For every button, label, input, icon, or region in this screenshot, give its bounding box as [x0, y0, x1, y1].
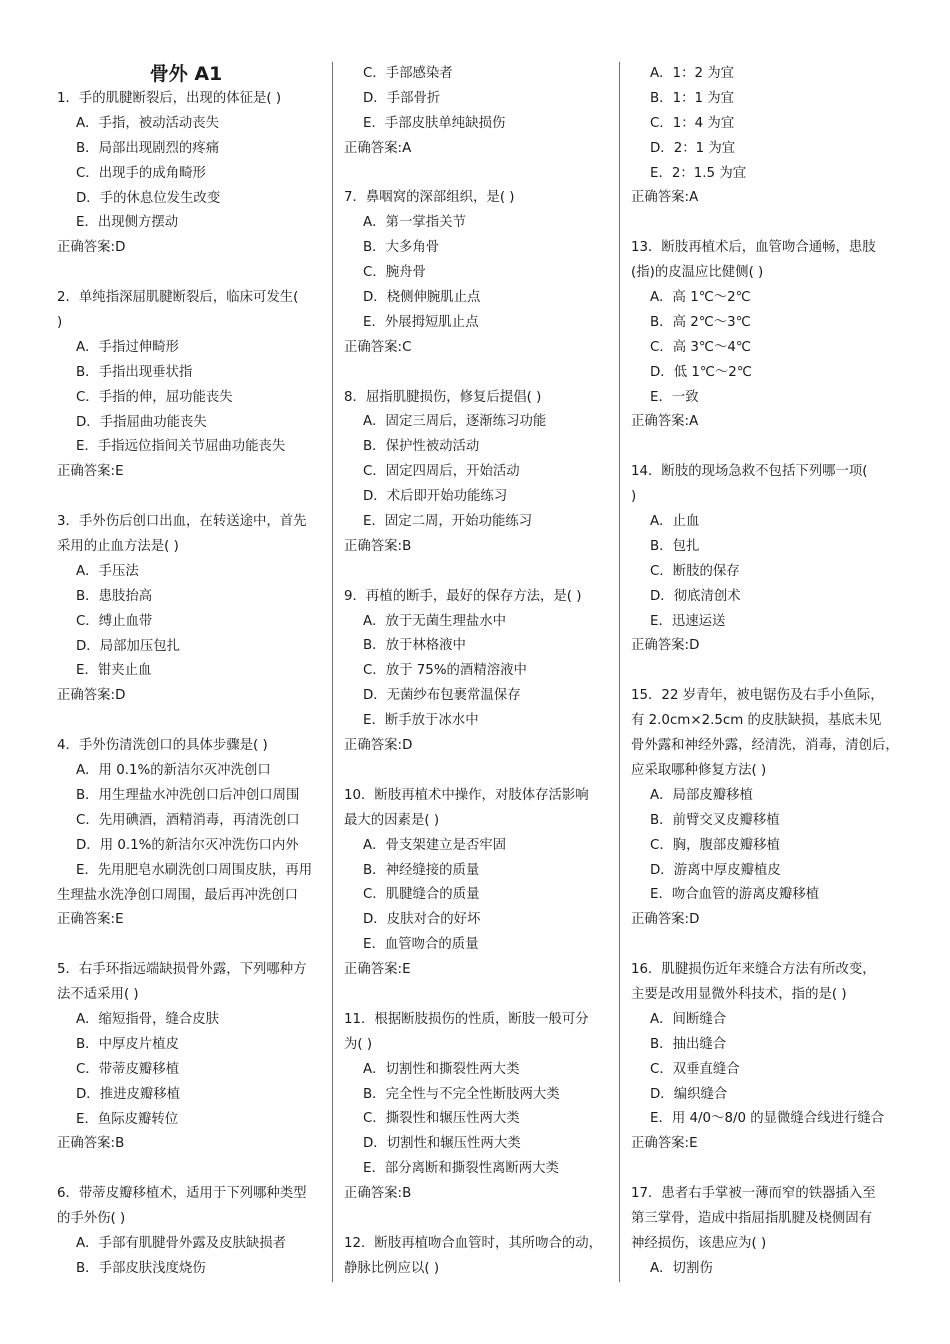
answer-option: E．鱼际皮瓣转位 [76, 1111, 179, 1127]
column-3 [631, 62, 899, 1282]
correct-answer: 正确答案:A [631, 414, 699, 430]
correct-answer: 正确答案:E [57, 912, 124, 928]
question-text: 6．带蒂皮瓣移植术，适用于下列哪种类型 [57, 1186, 307, 1202]
answer-option: C．肌腱缝合的质量 [363, 887, 480, 903]
answer-option: B．局部出现剧烈的疼痛 [76, 140, 220, 156]
answer-option: A．间断缝合 [650, 1011, 727, 1027]
column-2 [344, 62, 612, 1282]
correct-answer: 正确答案:A [631, 190, 699, 206]
answer-option: E．手指远位指间关节屈曲功能丧失 [76, 439, 286, 455]
answer-option: C．带蒂皮瓣移植 [76, 1061, 180, 1077]
question-text: 的手外伤( ) [57, 1211, 126, 1227]
spacer [344, 361, 612, 386]
answer-option: C．放于 75%的酒精溶液中 [363, 663, 527, 679]
answer-option: B．放于林格液中 [363, 638, 466, 654]
answer-option: D．无菌纱布包裹常温保存 [363, 688, 521, 704]
question-text: 骨外露和神经外露，经清洗，消毒，清创后， [631, 738, 899, 754]
question-text: 12．断肢再植吻合血管时，其所吻合的动， [344, 1235, 603, 1251]
spacer [344, 162, 612, 187]
question-text: 最大的因素是( ) [344, 812, 440, 828]
question-text: 9．再植的断手，最好的保存方法，是( ) [344, 588, 582, 604]
correct-answer: 正确答案:D [344, 738, 413, 754]
answer-option: E．断手放于冰水中 [363, 713, 479, 729]
spacer [631, 1157, 899, 1182]
question-text: 11．根据断肢损伤的性质，断肢一般可分 [344, 1011, 589, 1027]
question-text: 静脉比例应以( ) [344, 1260, 440, 1276]
answer-option: D．桡侧伸腕肌止点 [363, 290, 481, 306]
answer-option: D．用 0.1%的新洁尔灭冲洗伤口内外 [76, 837, 299, 853]
answer-option: A．手指，被动活动丧失 [76, 115, 220, 131]
correct-answer: 正确答案:A [344, 140, 412, 156]
question-text: 第三掌骨，造成中指屈指肌腱及桡侧固有 [631, 1210, 873, 1226]
answer-option: A．固定三周后，逐渐练习功能 [363, 414, 547, 430]
answer-option: D．手的休息位发生改变 [76, 190, 221, 206]
answer-option: A．第一掌指关节 [363, 215, 466, 231]
answer-option: B．用生理盐水冲洗创口后冲创口周围 [76, 787, 300, 803]
correct-answer: 正确答案:D [57, 688, 126, 704]
answer-option: D．编织缝合 [650, 1086, 728, 1102]
answer-option: A．止血 [650, 514, 700, 530]
answer-option: A．用 0.1%的新洁尔灭冲洗创口 [76, 763, 271, 779]
question-text: 16．肌腱损伤近年来缝合方法有所改变， [631, 962, 876, 978]
spacer [631, 435, 899, 460]
answer-option: E．固定二周，开始功能练习 [363, 514, 533, 530]
question-text: 5．右手环指远端缺损骨外露，下列哪种方 [57, 962, 307, 978]
correct-answer: 正确答案:E [57, 464, 124, 480]
answer-option: A．缩短指骨，缝合皮肤 [76, 1011, 220, 1027]
answer-option: B．1：1 为宜 [650, 90, 735, 106]
correct-answer: 正确答案:B [344, 538, 412, 554]
question-text: 10．断肢再植术中操作，对肢体存活影响 [344, 787, 589, 803]
spacer [631, 933, 899, 958]
answer-option: A．切割伤 [650, 1260, 713, 1276]
answer-option: B．高 2℃～3℃ [650, 314, 751, 330]
answer-option: D．局部加压包扎 [76, 638, 181, 654]
question-text: 14．断肢的现场急救不包括下列哪一项( [631, 464, 868, 480]
answer-option: E．手部皮肤单纯缺损伤 [363, 115, 506, 131]
answer-option: C．手部感染者 [363, 66, 453, 81]
answer-option: C．先用碘酒，酒精消毒，再清洗创口 [76, 812, 300, 828]
question-text: 15．22 岁青年，被电锯伤及右手小鱼际， [631, 688, 884, 704]
question-text: 神经损伤，该患应为( ) [631, 1235, 767, 1251]
answer-option: D．皮肤对合的好坏 [363, 912, 481, 928]
answer-option: C．缚止血带 [76, 613, 153, 629]
answer-option: C．出现手的成角畸形 [76, 165, 206, 181]
answer-option: B．中厚皮片植皮 [76, 1036, 179, 1052]
answer-option: D．手指屈曲功能丧失 [76, 414, 207, 430]
spacer [57, 1157, 325, 1182]
question-text: 法不适采用( ) [57, 987, 139, 1003]
correct-answer: 正确答案:E [344, 962, 411, 978]
spacer [344, 560, 612, 585]
answer-option: D．2：1 为宜 [650, 140, 736, 156]
correct-answer: 正确答案:B [344, 1186, 412, 1202]
question-text: 8．屈指肌腱损伤，修复后提倡( ) [344, 389, 542, 405]
answer-option: B．神经缝接的质量 [363, 862, 480, 878]
spacer [344, 759, 612, 784]
answer-option: A．切割性和撕裂性两大类 [363, 1061, 520, 1077]
answer-option: E．出现侧方摆动 [76, 215, 179, 231]
answer-option: D．切割性和辗压性两大类 [363, 1136, 521, 1152]
spacer [344, 1207, 612, 1232]
answer-option: C．撕裂性和辗压性两大类 [363, 1111, 520, 1127]
answer-option: D．低 1℃～2℃ [650, 364, 752, 380]
answer-option: E．一致 [650, 389, 699, 405]
correct-answer: 正确答案:D [57, 240, 126, 256]
answer-option: D．彻底清创术 [650, 588, 741, 604]
correct-answer: 正确答案:C [344, 339, 412, 355]
answer-option: A．手压法 [76, 563, 139, 579]
column-1 [57, 62, 325, 1282]
column-divider [332, 62, 333, 1282]
answer-option: B．手部皮肤浅度烧伤 [76, 1260, 206, 1276]
answer-option: A．1：2 为宜 [650, 66, 735, 81]
question-text: 有 2.0cm×2.5cm 的皮肤缺损，基底未见 [631, 713, 882, 729]
spacer [57, 933, 325, 958]
answer-option: B．抽出缝合 [650, 1036, 727, 1052]
answer-option: E．部分离断和撕裂性离断两大类 [363, 1161, 559, 1177]
spacer [57, 709, 325, 734]
answer-option: E．用 4/0～8/0 的显微缝合线进行缝合 [650, 1111, 885, 1127]
answer-option: E．钳夹止血 [76, 663, 152, 679]
answer-option: E．迅速运送 [650, 613, 726, 629]
answer-option: A．局部皮瓣移植 [650, 787, 753, 803]
spacer [631, 659, 899, 684]
answer-option: D．术后即开始功能练习 [363, 489, 508, 505]
answer-option: A．手指过伸畸形 [76, 339, 179, 355]
answer-option: B．患肢抬高 [76, 588, 153, 604]
answer-option: A．高 1℃～2℃ [650, 290, 751, 306]
page-title: 骨外 A1 [149, 63, 223, 85]
question-text: 2．单纯指深屈肌腱断裂后，临床可发生( [57, 290, 299, 306]
column-divider [619, 62, 620, 1282]
answer-option: E．血管吻合的质量 [363, 937, 479, 953]
answer-option: B．保护性被动活动 [363, 439, 480, 455]
spacer [57, 485, 325, 510]
question-text: 1．手的肌腱断裂后，出现的体征是( ) [57, 91, 282, 106]
question-text: 采用的止血方法是( ) [57, 539, 179, 555]
answer-option: B．包扎 [650, 538, 700, 554]
question-text: 17．患者右手掌被一薄而窄的铁器插入至 [631, 1186, 876, 1202]
answer-option: C．腕舟骨 [363, 265, 426, 281]
answer-option: C．胸，腹部皮瓣移植 [650, 837, 780, 853]
answer-option: D．手部骨折 [363, 90, 441, 106]
correct-answer: 正确答案:D [631, 912, 700, 928]
spacer [57, 261, 325, 286]
answer-option: A．骨支架建立是否牢固 [363, 837, 507, 853]
answer-option: C．双垂直缝合 [650, 1061, 740, 1077]
answer-option: D．游离中厚皮瓣植皮 [650, 862, 781, 878]
spacer [631, 211, 899, 236]
answer-option: A．放于无菌生理盐水中 [363, 613, 507, 629]
answer-option: B．手指出现垂状指 [76, 364, 193, 380]
answer-option: B．前臂交叉皮瓣移植 [650, 812, 780, 828]
question-text: 为( ) [344, 1036, 373, 1052]
question-text: 3．手外伤后创口出血，在转送途中，首先 [57, 514, 307, 530]
answer-option: B．大多角骨 [363, 240, 440, 256]
answer-option: E．吻合血管的游离皮瓣移植 [650, 887, 820, 903]
question-text: ) [631, 489, 637, 505]
question-text: 7．鼻咽窝的深部组织，是( ) [344, 190, 515, 206]
question-text: 4．手外伤清洗创口的具体步骤是( ) [57, 738, 268, 754]
correct-answer: 正确答案:D [631, 638, 700, 654]
correct-answer: 正确答案:B [57, 1136, 125, 1152]
answer-option: A．手部有肌腱骨外露及皮肤缺损者 [76, 1235, 287, 1251]
question-text: 应采取哪种修复方法( ) [631, 762, 767, 778]
answer-option: B．完全性与不完全性断肢两大类 [363, 1086, 560, 1102]
correct-answer: 正确答案:E [631, 1136, 698, 1152]
spacer [344, 983, 612, 1008]
answer-option: C．手指的伸，屈功能丧失 [76, 389, 233, 405]
answer-option: D．推进皮瓣移植 [76, 1086, 181, 1102]
answer-option: C．高 3℃～4℃ [650, 339, 751, 355]
answer-option: E．先用肥皂水刷洗创口周围皮肤，再用 [76, 862, 313, 878]
question-text: 主要是改用显微外科技术，指的是( ) [631, 986, 847, 1002]
question-text: ) [57, 315, 63, 331]
question-text: (指)的皮温应比健侧( ) [631, 265, 764, 281]
answer-option: E．2：1.5 为宜 [650, 165, 747, 181]
question-text: 13．断肢再植术后，血管吻合通畅，患肢 [631, 240, 876, 256]
question-text: 生理盐水洗净创口周围，最后再冲洗创口 [57, 887, 299, 903]
answer-option: C．1：4 为宜 [650, 115, 735, 131]
answer-option: C．固定四周后，开始活动 [363, 464, 520, 480]
answer-option: E．外展拇短肌止点 [363, 314, 479, 330]
answer-option: C．断肢的保存 [650, 563, 740, 579]
